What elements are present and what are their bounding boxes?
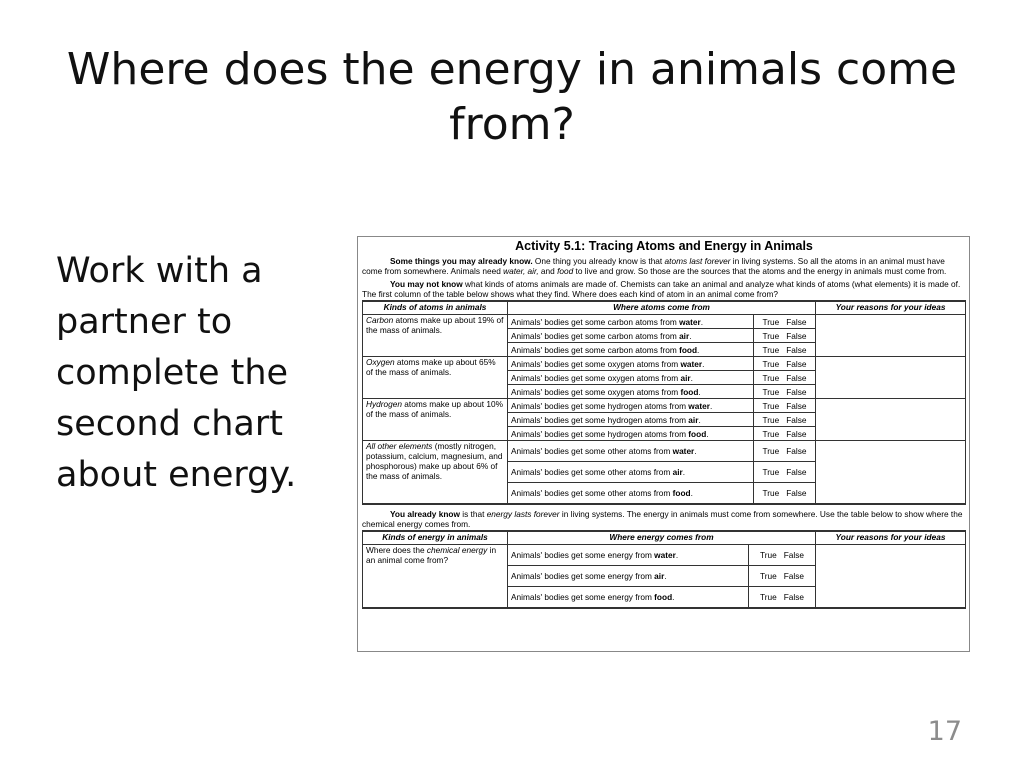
true-option: True <box>760 592 777 602</box>
statement-source: water <box>680 358 703 369</box>
statement-text: Animals' bodies get some carbon atoms from <box>511 316 680 327</box>
true-option: True <box>762 446 780 456</box>
false-option: False <box>783 550 804 560</box>
true-false-cell <box>754 441 816 462</box>
true-option: True <box>762 428 780 439</box>
statement-end: . <box>682 467 686 477</box>
statement-source: air <box>679 330 690 341</box>
statement-source: water <box>654 550 676 560</box>
statement-end: . <box>675 550 679 560</box>
energy-kind-cell <box>363 545 508 609</box>
true-false-cell <box>754 427 816 441</box>
reasons-cell <box>816 357 966 399</box>
false-option: False <box>786 488 807 498</box>
atom-statement-cell <box>508 357 754 371</box>
atom-statement-cell <box>508 441 754 462</box>
true-option: True <box>762 358 780 369</box>
false-option: False <box>783 571 804 581</box>
statement-source: water <box>679 316 701 327</box>
statement-source: water <box>672 446 695 456</box>
energy-table-row <box>363 545 966 566</box>
atom-statement-cell <box>508 371 754 385</box>
energy-statement-cell <box>508 566 749 587</box>
worksheet-image <box>357 236 970 652</box>
intro-paragraph-1: Some things you may already know. One thing you already know is that atoms last forever in living systems. So all the atoms in an animal must have come from somewhere. Animals need water, air, and food to live and grow. So those are the sources that the atoms and the energy in animals must come from. <box>362 256 947 276</box>
statement-text: Animals' bodies get some energy from <box>511 550 655 560</box>
energy-table-header-reasons: Your reasons for your ideas <box>816 531 966 545</box>
true-option: True <box>762 372 780 383</box>
false-option: False <box>786 316 807 327</box>
true-option: True <box>762 316 780 327</box>
statement-text: Animals' bodies get some oxygen atoms from <box>511 372 681 383</box>
atom-statement-cell <box>508 427 754 441</box>
energy-kind-em: chemical energy <box>426 545 488 555</box>
true-false-cell <box>754 462 816 483</box>
true-option: True <box>760 550 777 560</box>
atom-kind-desc: (mostly nitrogen, potassium, calcium, magnesium, and phosphorous) make up about 6% of the mass of animals. <box>366 441 503 481</box>
true-false-cell <box>749 545 816 566</box>
true-false-cell <box>749 566 816 587</box>
atoms-table-row <box>363 399 966 413</box>
true-false-cell <box>754 343 816 357</box>
statement-end: . <box>700 316 704 327</box>
statement-end: . <box>698 386 701 397</box>
statement-text: Animals' bodies get some oxygen atoms from <box>511 358 681 369</box>
atoms-table-header-reasons: Your reasons for your ideas <box>816 301 966 315</box>
statement-text: Animals' bodies get some carbon atoms from <box>511 330 680 341</box>
atom-statement-cell <box>508 385 754 399</box>
atoms-table-row <box>363 441 966 462</box>
energy-table-header-kinds: Kinds of energy in animals <box>363 531 508 545</box>
false-option: False <box>783 592 804 602</box>
statement-source: food <box>680 386 699 397</box>
statement-source: air <box>688 414 699 425</box>
energy-kind-a: Where does the <box>366 545 427 555</box>
true-false-cell <box>754 357 816 371</box>
atom-kind-cell <box>363 441 508 505</box>
atom-statement-cell <box>508 413 754 427</box>
intro-paragraph-2: You may not know what kinds of atoms animals are made of. Chemists can take an animal and analyze what kinds of atoms (what elements) it is made of. The first column of the table below shows what they find. Where does each kind of atom in an animal come from? <box>362 279 961 299</box>
statement-text: Animals' bodies get some other atoms from <box>511 488 673 498</box>
false-option: False <box>786 372 807 383</box>
statement-text: Animals' bodies get some other atoms from <box>511 446 673 456</box>
false-option: False <box>786 330 807 341</box>
true-option: True <box>762 386 780 397</box>
false-option: False <box>786 400 807 411</box>
false-option: False <box>786 386 807 397</box>
true-option: True <box>762 467 780 477</box>
atom-kind-name: Oxygen <box>366 357 395 367</box>
false-option: False <box>786 414 807 425</box>
statement-source: air <box>654 571 665 581</box>
false-option: False <box>786 446 807 456</box>
statement-end: . <box>694 446 697 456</box>
energy-table <box>362 530 966 609</box>
true-false-cell <box>754 371 816 385</box>
statement-end: . <box>706 428 709 439</box>
energy-table-header-where: Where energy comes from <box>508 531 816 545</box>
statement-end: . <box>709 400 713 411</box>
atom-kind-name: Hydrogen <box>366 399 402 409</box>
atom-statement-cell <box>508 483 754 505</box>
energy-kind-b: in an animal come from? <box>366 545 497 565</box>
atom-statement-cell <box>508 399 754 413</box>
atom-kind-cell <box>363 357 508 399</box>
statement-text: Animals' bodies get some other atoms from <box>511 467 673 477</box>
statement-end: . <box>690 488 693 498</box>
statement-end: . <box>690 372 693 383</box>
true-option: True <box>762 414 780 425</box>
reasons-cell <box>816 315 966 357</box>
page-number: 17 <box>927 716 962 747</box>
reasons-cell <box>816 441 966 505</box>
true-false-cell <box>754 385 816 399</box>
atom-kind-desc: atoms make up about 65% of the mass of animals. <box>366 357 496 377</box>
atom-statement-cell <box>508 329 754 343</box>
worksheet-title: Activity 5.1: Tracing Atoms and Energy in Animals <box>515 239 813 253</box>
atom-kind-cell <box>363 315 508 357</box>
atom-statement-cell <box>508 343 754 357</box>
statement-source: food <box>672 488 691 498</box>
false-option: False <box>786 467 807 477</box>
statement-end: . <box>689 330 692 341</box>
statement-text: Animals' bodies get some carbon atoms from <box>511 344 680 355</box>
true-option: True <box>762 488 780 498</box>
statement-end: . <box>664 571 667 581</box>
true-false-cell <box>754 483 816 505</box>
statement-text: Animals' bodies get some oxygen atoms from <box>511 386 681 397</box>
statement-text: Animals' bodies get some energy from <box>511 571 655 581</box>
statement-source: food <box>679 344 698 355</box>
statement-source: air <box>672 467 683 477</box>
energy-statement-cell <box>508 587 749 609</box>
true-false-cell <box>754 329 816 343</box>
energy-statement-cell <box>508 545 749 566</box>
reasons-cell <box>816 545 966 609</box>
false-option: False <box>786 428 807 439</box>
statement-text: Animals' bodies get some hydrogen atoms from <box>511 400 689 411</box>
atoms-table-row <box>363 315 966 329</box>
atom-kind-desc: atoms make up about 19% of the mass of animals. <box>366 315 504 335</box>
statement-text: Animals' bodies get some hydrogen atoms from <box>511 414 689 425</box>
true-false-cell <box>749 587 816 609</box>
true-option: True <box>762 344 780 355</box>
statement-end: . <box>698 414 701 425</box>
statement-end: . <box>702 358 705 369</box>
atoms-table-header-where: Where atoms come from <box>508 301 816 315</box>
atom-statement-cell <box>508 462 754 483</box>
atoms-table-row <box>363 357 966 371</box>
atom-kind-name: Carbon <box>366 315 394 325</box>
slide-title: Where does the energy in animals come from? <box>66 44 958 150</box>
instruction-text: Work with a partner to complete the second chart about energy. <box>56 251 297 495</box>
reasons-cell <box>816 399 966 441</box>
statement-source: air <box>680 372 691 383</box>
statement-end: . <box>672 592 675 602</box>
statement-source: food <box>654 592 673 602</box>
true-option: True <box>762 330 780 341</box>
statement-text: Animals' bodies get some energy from <box>511 592 655 602</box>
true-option: True <box>762 400 780 411</box>
atoms-table-header-kinds: Kinds of atoms in animals <box>363 301 508 315</box>
false-option: False <box>786 358 807 369</box>
true-false-cell <box>754 399 816 413</box>
true-false-cell <box>754 315 816 329</box>
true-false-cell <box>754 413 816 427</box>
atom-kind-name: All other elements <box>366 441 433 451</box>
intro-paragraph-3: You already know is that energy lasts forever in living systems. The energy in animals must come from somewhere. Use the table below to show where the chemical energy comes from. <box>362 509 963 529</box>
false-option: False <box>786 344 807 355</box>
atom-kind-desc: atoms make up about 10% of the mass of animals. <box>366 399 503 419</box>
statement-end: . <box>697 344 700 355</box>
true-option: True <box>760 571 777 581</box>
statement-text: Animals' bodies get some hydrogen atoms from <box>511 428 689 439</box>
statement-source: water <box>688 400 710 411</box>
atom-kind-cell <box>363 399 508 441</box>
atom-statement-cell <box>508 315 754 329</box>
statement-source: food <box>688 428 707 439</box>
atoms-table <box>362 300 966 505</box>
